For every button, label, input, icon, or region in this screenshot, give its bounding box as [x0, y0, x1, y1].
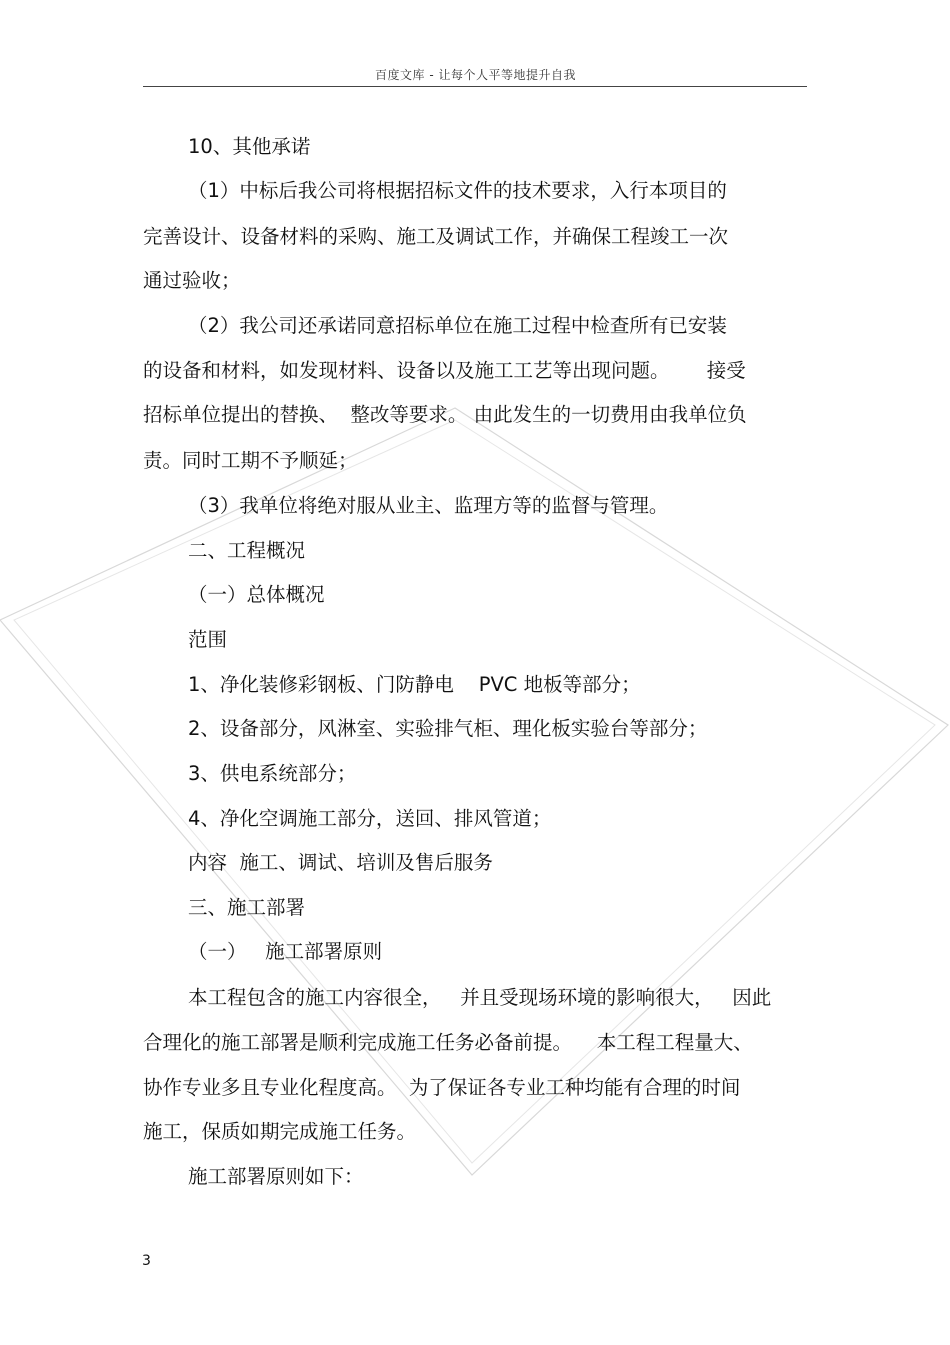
- header-rule: [143, 86, 807, 87]
- paragraph-line: 通过验收；: [143, 269, 241, 292]
- paragraph-line: （3）我单位将绝对服从业主、监理方等的监督与管理。: [188, 494, 669, 517]
- label-content: 内容 施工、调试、培训及售后服务: [188, 851, 493, 874]
- section-heading-other-commitments: 10、其他承诺: [188, 135, 311, 158]
- subsection-heading-deployment-principles: （一） 施工部署原则: [188, 940, 383, 963]
- paragraph-line: 合理化的施工部署是顺利完成施工任务必备前提。 本工程工程量大、: [143, 1031, 753, 1054]
- paragraph-line: 的设备和材料，如发现材料、设备以及施工工艺等出现问题。 接受: [143, 359, 746, 382]
- subsection-heading-general-overview: （一）总体概况: [188, 583, 325, 606]
- section-heading-project-overview: 二、工程概况: [188, 539, 306, 562]
- paragraph-line: 招标单位提出的替换、 整改等要求。 由此发生的一切费用由我单位负: [143, 403, 747, 426]
- paragraph-line: 本工程包含的施工内容很全， 并且受现场环境的影响很大， 因此: [188, 986, 772, 1009]
- list-item: 1、净化装修彩钢板、门防静电 PVC 地板等部分；: [188, 673, 641, 696]
- paragraph-line: （2）我公司还承诺同意招标单位在施工过程中检查所有已安装: [188, 314, 727, 337]
- list-item: 4、净化空调施工部分，送回、排风管道；: [188, 807, 552, 830]
- paragraph-line: 施工，保质如期完成施工任务。: [143, 1120, 417, 1143]
- paragraph-line: 完善设计、设备材料的采购、施工及调试工作，并确保工程竣工一次: [143, 225, 729, 248]
- paragraph-line: 责。同时工期不予顺延；: [143, 449, 358, 472]
- list-item: 3、供电系统部分；: [188, 762, 357, 785]
- page-header: 百度文库 - 让每个人平等地提升自我: [375, 68, 576, 82]
- label-scope: 范围: [188, 628, 228, 651]
- paragraph-line: 协作专业多且专业化程度高。 为了保证各专业工种均能有合理的时间: [143, 1076, 741, 1099]
- list-item: 2、设备部分，风淋室、实验排气柜、理化板实验台等部分；: [188, 717, 708, 740]
- page-number: 3: [142, 1253, 151, 1269]
- section-heading-construction-deployment: 三、施工部署: [188, 896, 306, 919]
- paragraph-line: 施工部署原则如下：: [188, 1165, 364, 1188]
- paragraph-line: （1）中标后我公司将根据招标文件的技术要求，入行本项目的: [188, 179, 727, 202]
